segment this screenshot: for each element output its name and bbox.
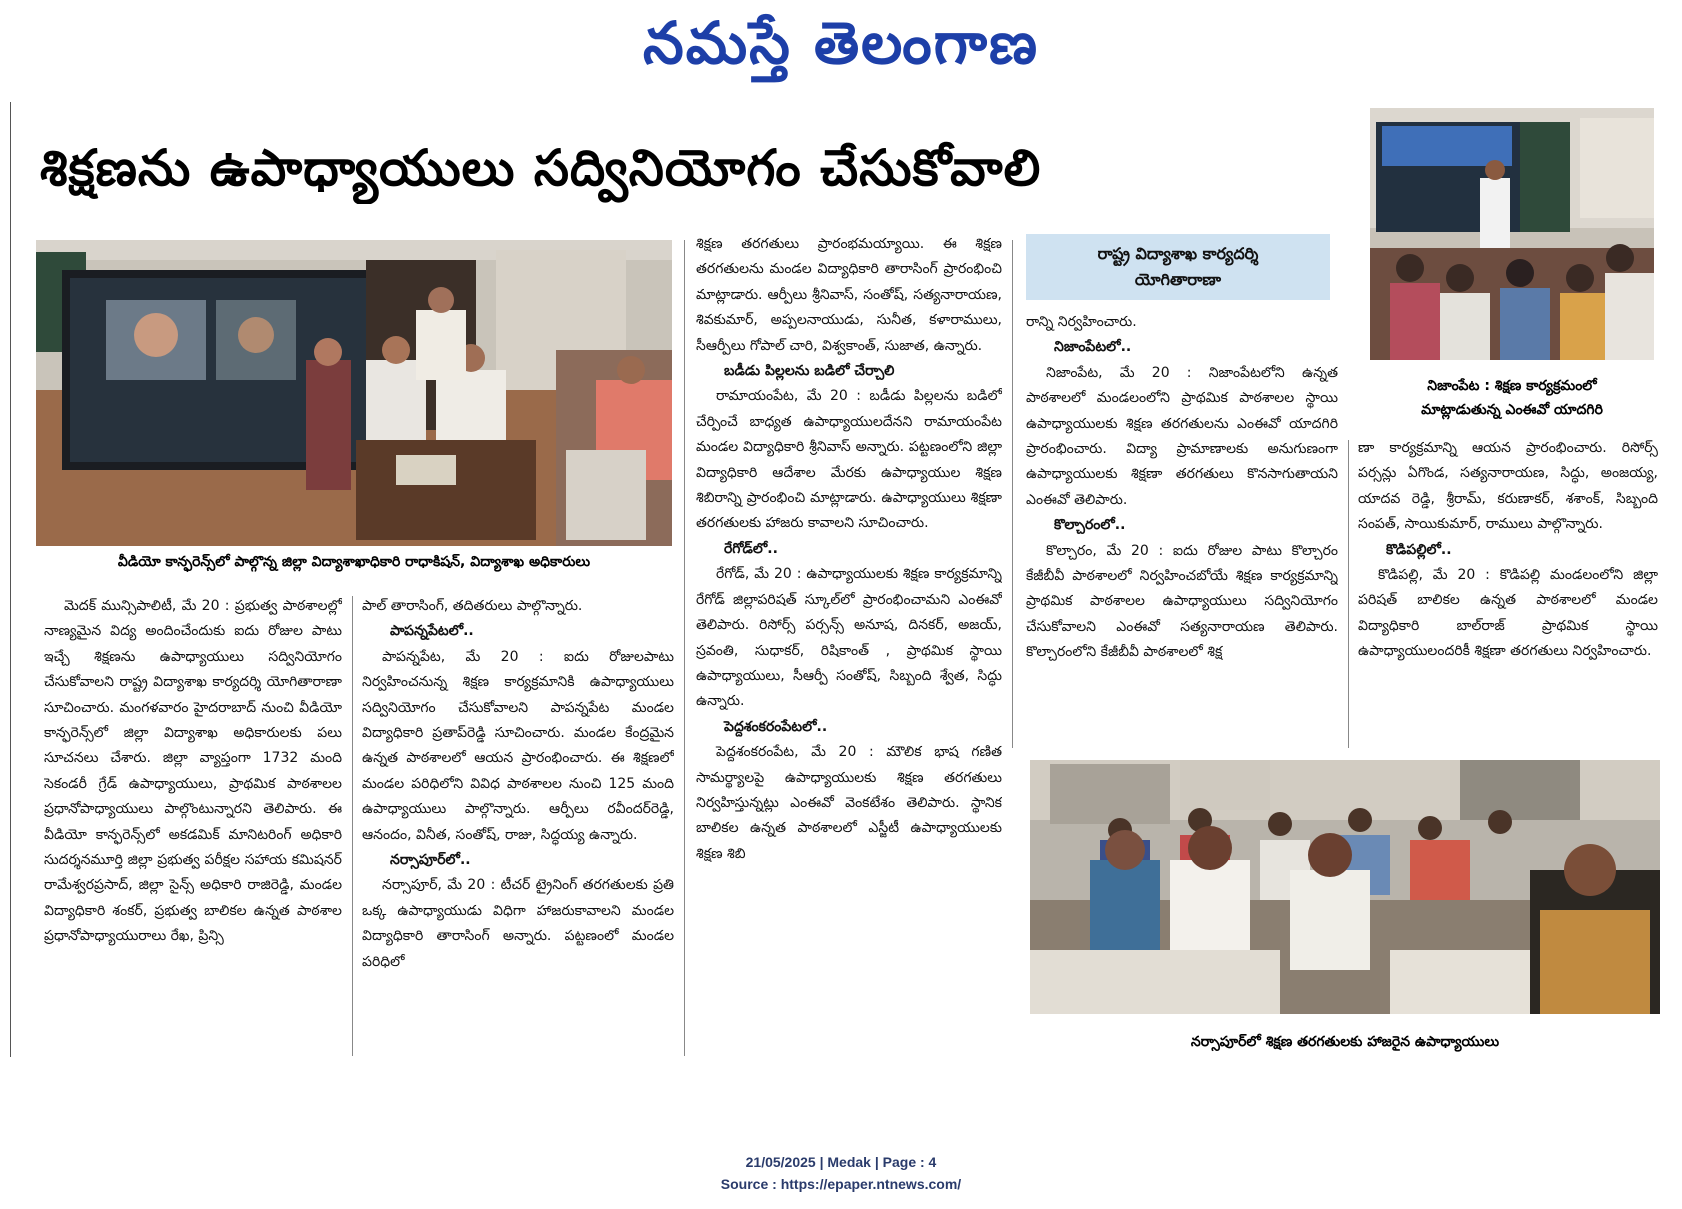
video-conference-caption: వీడియో కాన్ఫరెన్స్‌లో పాల్గొన్న జిల్లా విద్యాశాఖాధికారి రాధాకిషన్, విద్యాశాఖ అధికారులు bbox=[117, 554, 591, 570]
article-column-2 bbox=[362, 594, 674, 1056]
column-rule bbox=[684, 240, 685, 1056]
article-column-3 bbox=[696, 232, 1002, 1056]
article-paragraph: కొడిపల్లి, మే 20 : కొడిపల్లి మండలంలోని జిల్లా పరిషత్ బాలికల ఉన్నత పాఠశాలలో మండల విద్యాధికారి బాల్‌రాజ్ ప్రాథమిక స్థాయి ఉపాధ్యాయులందరికీ శిక్షణా తరగతులు నిర్వహించారు. bbox=[1358, 567, 1658, 660]
column-rule bbox=[1012, 240, 1013, 748]
subheading-peddashankarampet: పెద్దశంకరంపేటలో.. bbox=[724, 718, 828, 735]
subheading-kolcharam: కొల్చారంలో.. bbox=[1054, 517, 1126, 534]
nizampet-caption-line2: మాట్లాడుతున్న ఎంఈవో యాదగిరి bbox=[1421, 402, 1603, 418]
article-paragraph: పెద్దశంకరంపేట, మే 20 : మౌలిక భాష గణిత సామర్థ్యాలపై ఉపాధ్యాయులకు శిక్షణ తరగతులు నిర్వహిస్తున్నట్లు ఎంఈవో వెంకటేశం తెలిపారు. స్థానిక బాలికల ఉన్నత పాఠశాలలో ఎస్జీటీ ఉపాధ్యాయులకు శిక్షణ శిబి bbox=[696, 744, 1002, 862]
column-rule bbox=[1348, 440, 1349, 748]
masthead-logo: నమస్తే తెలంగాణ bbox=[643, 9, 1039, 77]
nizampet-caption-line1: నిజాంపేట : శిక్షణ కార్యక్రమంలో bbox=[1427, 378, 1597, 394]
article-paragraph: నర్సాపూర్, మే 20 : టీచర్ ట్రైనింగ్ తరగతులకు ప్రతి ఒక్క ఉపాధ్యాయుడు విధిగా హాజరుకావాలని మండల విద్యాధికారి తారాసింగ్ అన్నారు. పట్టణంలో మండల పరిధిలో bbox=[362, 877, 674, 970]
page-margin-rule bbox=[10, 102, 11, 1057]
footer-date-edition: 21/05/2025 | Medak | Page : 4 bbox=[745, 1154, 937, 1170]
article-column-5 bbox=[1358, 436, 1658, 748]
footer-source-link[interactable]: Source : https://epaper.ntnews.com/ bbox=[720, 1176, 962, 1192]
column-rule bbox=[352, 596, 353, 1056]
article-paragraph: రాన్ని నిర్వహించారు. bbox=[1026, 314, 1137, 330]
narsapur-photo bbox=[1030, 760, 1660, 1014]
video-conference-photo bbox=[36, 240, 672, 546]
subheading-kodipalli: కొడిపల్లిలో.. bbox=[1386, 541, 1452, 558]
article-paragraph: నిజాంపేట, మే 20 : నిజాంపేటలోని ఉన్నత పాఠశాలలో మండలంలోని ప్రాథమిక పాఠశాలల స్థాయి ఉపాధ్యాయులకు శిక్షణ తరగతులను ఎంఈవో యాదగిరి ప్రారంభించారు. విద్యా ప్రామాణాలకు అనుగుణంగా ఉపాధ్యాయులకు శిక్షణా తరగతులు కొనసాగుతాయని ఎంఈవో తెలిపారు. bbox=[1026, 364, 1338, 508]
headline: శిక్షణను ఉపాధ్యాయులు సద్వినియోగం చేసుకోవాలి bbox=[40, 139, 1042, 197]
subheading-badeedu: బడీడు పిల్లలను బడిలో చేర్చాలి bbox=[724, 363, 895, 380]
article-paragraph: శిక్షణ తరగతులు ప్రారంభమయ్యాయి. ఈ శిక్షణ తరగతులను మండల విద్యాధికారి తారాసింగ్ ప్రారంభించి మాట్లాడారు. ఆర్పీలు శ్రీనివాస్, సంతోష్, సత్యనారాయణ, శివకుమార్, అప్పలనాయుడు, సునీత, కళారాములు, సీఆర్పీలు గోపాల్ చారి, విశ్వకాంత్, సుజాత, ఉన్నారు. bbox=[696, 236, 1002, 354]
article-column-1 bbox=[44, 594, 342, 1056]
pullquote-line1: రాష్ట్ర విద్యాశాఖ కార్యదర్శి bbox=[1097, 244, 1259, 263]
subheading-regode: రేగోడ్‌లో.. bbox=[724, 540, 778, 557]
article-paragraph: మెదక్ మున్సిపాలిటీ, మే 20 : ప్రభుత్వ పాఠశాలల్లో నాణ్యమైన విద్య అందించేందుకు ఐదు రోజుల పాటు ఇచ్చే శిక్షణను ఉపాధ్యాయులు సద్వినియోగం చేసుకోవాలని రాష్ట్ర విద్యాశాఖ కార్యదర్శి యోగితారాణా సూచించారు. మంగళవారం హైదరాబాద్ నుంచి వీడియో కాన్ఫరెన్స్‌లో జిల్లా విద్యాశాఖ అధికారులకు పలు సూచనలు చేశారు. జిల్లా వ్యాప్తంగా 1732 మంది సెకండరీ గ్రేడ్ ఉపాధ్యాయులు, ప్రాథమిక పాఠశాలల ప్రధానోపాధ్యాయులు పాల్గొంటున్నారని తెలిపారు. ఈ వీడియో కాన్ఫరెన్స్‌లో అకడమిక్ మానిటరింగ్ అధికారి సుదర్శనమూర్తి జిల్లా ప్రభుత్వ పరీక్షల సహాయ కమిషనర్ రామేశ్వరప్రసాద్, జిల్లా సైన్స్ అధికారి రాజిరెడ్డి, మండల విద్యాధికారి శంకర్, ప్రభుత్వ బాలికల ఉన్నత పాఠశాల ప్రధానోపాధ్యాయురాలు రేఖ, ప్రిన్సి bbox=[44, 598, 342, 945]
article-paragraph: ణా కార్యక్రమాన్ని ఆయన ప్రారంభించారు. రిసోర్స్ పర్సన్లు ఏగొండ, సత్యనారాయణ, సిద్ధు, అంజయ్య, యాదవ రెడ్డి, శ్రీరామ్, కరుణాకర్, శశాంక్, సిబ్బంది సంపత్, సాయికుమార్, రాములు పాల్గొన్నారు. bbox=[1358, 440, 1658, 533]
narsapur-caption: నర్సాపూర్‌లో శిక్షణ తరగతులకు హాజరైన ఉపాధ్యాయులు bbox=[1190, 1034, 1500, 1050]
nizampet-photo bbox=[1370, 108, 1654, 360]
pullquote-line2: యోగితారాణా bbox=[1134, 270, 1222, 289]
subheading-nizampet: నిజాంపేటలో.. bbox=[1054, 339, 1132, 356]
subheading-papannapet: పాపన్నపేటలో.. bbox=[390, 623, 474, 640]
subheading-narsapur: నర్సాపూర్‌లో.. bbox=[390, 852, 471, 869]
article-paragraph: పాల్ తారాసింగ్, తదితరులు పాల్గొన్నారు. bbox=[362, 598, 583, 614]
article-column-4 bbox=[1026, 310, 1338, 750]
article-paragraph: పాపన్నపేట, మే 20 : ఐదు రోజులపాటు నిర్వహించనున్న శిక్షణ కార్యక్రమానికి ఉపాధ్యాయులు సద్వినియోగం చేసుకోవాలని పాపన్నపేట మండల విద్యాధికారి ప్రతాప్‌రెడ్డి సూచించారు. మండల కేంద్రమైన ఉన్నత పాఠశాలలో ఆయన ప్రారంభించారు. ఈ శిక్షణలో మండల పరిధిలోని వివిధ పాఠశాలల నుంచి 125 మంది ఉపాధ్యాయులు పాల్గొన్నారు. ఆర్పీలు రవీందర్‌రెడ్డి, ఆనందం, వినీత, సంతోష్, రాజు, సిద్ధయ్య ఉన్నారు. bbox=[362, 648, 674, 843]
pullquote-box bbox=[1026, 234, 1330, 300]
article-paragraph: కొల్చారం, మే 20 : ఐదు రోజుల పాటు కొల్చారం కేజీబీవీ పాఠశాలలో నిర్వహించబోయే శిక్షణ కార్యక్రమాన్ని ప్రాథమిక పాఠశాలల ఉపాధ్యాయులు సద్వినియోగం చేసుకోవాలని ఎంఈవో సత్యనారాయణ తెలిపారు. కొల్చారంలోని కేజీబీవీ పాఠశాలలో శిక్ష bbox=[1026, 542, 1338, 661]
article-paragraph: రేగోడ్, మే 20 : ఉపాధ్యాయులకు శిక్షణ కార్యక్రమాన్ని రేగోడ్ జిల్లాపరిషత్ స్కూల్‌లో ప్రారంభించామని ఎంఈవో తెలిపారు. రిసోర్స్ పర్సన్స్ అనూష, దినకర్, అజయ్, స్రవంతి, సుధాకర్, రిషికాంత్ , ప్రాథమిక స్థాయి ఉపాధ్యాయులు, సీఆర్పీ సంతోష్, సిబ్బంది శ్వేత, సిద్ధు ఉన్నారు. bbox=[696, 566, 1002, 710]
article-paragraph: రామాయంపేట, మే 20 : బడీడు పిల్లలను బడిలో చేర్పించే బాధ్యత ఉపాధ్యాయులదేనని రామాయంపేట మండల విద్యాధికారి శ్రీనివాస్ అన్నారు. పట్టణంలోని జిల్లా విద్యాధికారి ఆదేశాల మేరకు ఉపాధ్యాయుల శిక్షణ శిబిరాన్ని ప్రారంభించి మాట్లాడారు. ఉపాధ్యాయులు శిక్షణా తరగతులకు హాజరు కావాలని సూచించారు. bbox=[696, 388, 1002, 532]
